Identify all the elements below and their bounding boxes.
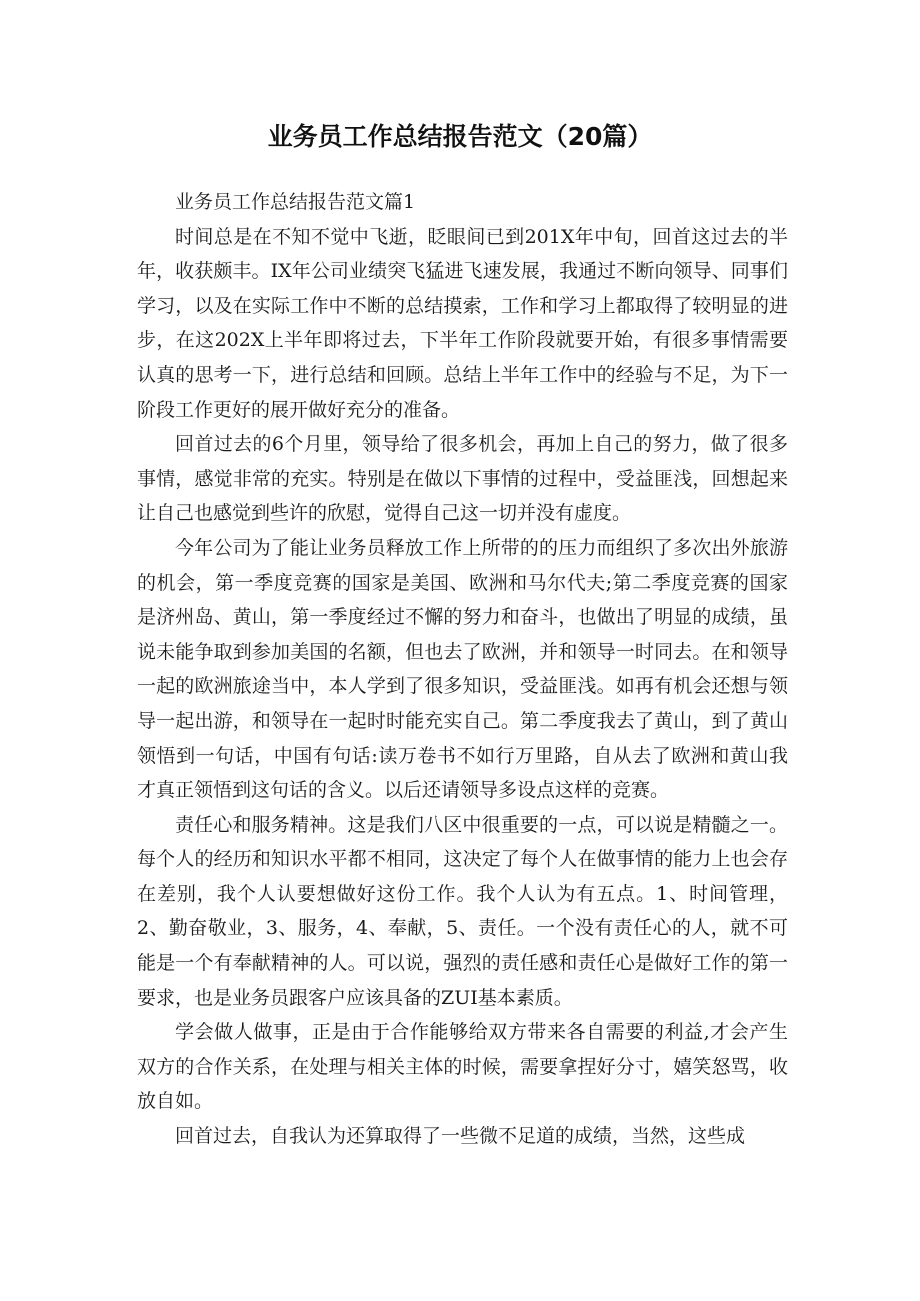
paragraph-5: 学会做人做事，正是由于合作能够给双方带来各自需要的利益,才会产生双方的合作关系，在处理与相关主体的时候，需要拿捏好分寸，嬉笑怒骂，收放自如。	[137, 1021, 788, 1113]
section-heading: 业务员工作总结报告范文篇1	[175, 191, 416, 213]
paragraph-2: 回首过去的6个月里，领导给了很多机会，再加上自己的努力，做了很多事情，感觉非常的充实。特别是在做以下事情的过程中，受益匪浅，回想起来让自己也感觉到些许的欣慰，觉得自己这一切并没有虚度。	[137, 433, 788, 525]
document-title: 业务员工作总结报告范文（20篇）	[267, 122, 653, 151]
paragraph-1: 时间总是在不知不觉中飞逝，眨眼间已到201X年中旬，回首这过去的半年，收获颇丰。IX年公司业绩突飞猛进飞速发展，我通过不断向领导、同事们学习，以及在实际工作中不断的总结摸索，工作和学习上都取得了较明显的进步，在这202X上半年即将过去，下半年工作阶段就要开始，有很多事情需要认真的思考一下，进行总结和回顾。总结上半年工作中的经验与不足，为下一阶段工作更好的展开做好充分的准备。	[137, 225, 788, 421]
paragraph-4: 责任心和服务精神。这是我们八区中很重要的一点，可以说是精髓之一。每个人的经历和知识水平都不相同，这决定了每个人在做事情的能力上也会存在差别，我个人认要想做好这份工作。我个人认为有五点。1、时间管理，2、勤奋敬业，3、服务，4、奉献，5、责任。一个没有责任心的人，就不可能是一个有奉献精神的人。可以说，强烈的责任感和责任心是做好工作的第一要求，也是业务员跟客户应该具备的ZUI基本素质。	[137, 813, 788, 1009]
paragraph-6: 回首过去，自我认为还算取得了一些微不足道的成绩，当然，这些成	[175, 1125, 746, 1148]
document-body	[137, 185, 788, 1154]
paragraph-3: 今年公司为了能让业务员释放工作上所带的的压力而组织了多次出外旅游的机会，第一季度竞赛的国家是美国、欧洲和马尔代夫;第二季度竞赛的国家是济州岛、黄山，第一季度经过不懈的努力和奋斗，也做出了明显的成绩，虽说未能争取到参加美国的名额，但也去了欧洲，并和领导一时同去。在和领导一起的欧洲旅途当中，本人学到了很多知识，受益匪浅。如再有机会还想与领导一起出游，和领导在一起时时能充实自己。第二季度我去了黄山，到了黄山领悟到一句话，中国有句话:读万卷书不如行万里路，自从去了欧洲和黄山我才真正领悟到这句话的含义。以后还请领导多设点这样的竞赛。	[137, 536, 788, 802]
